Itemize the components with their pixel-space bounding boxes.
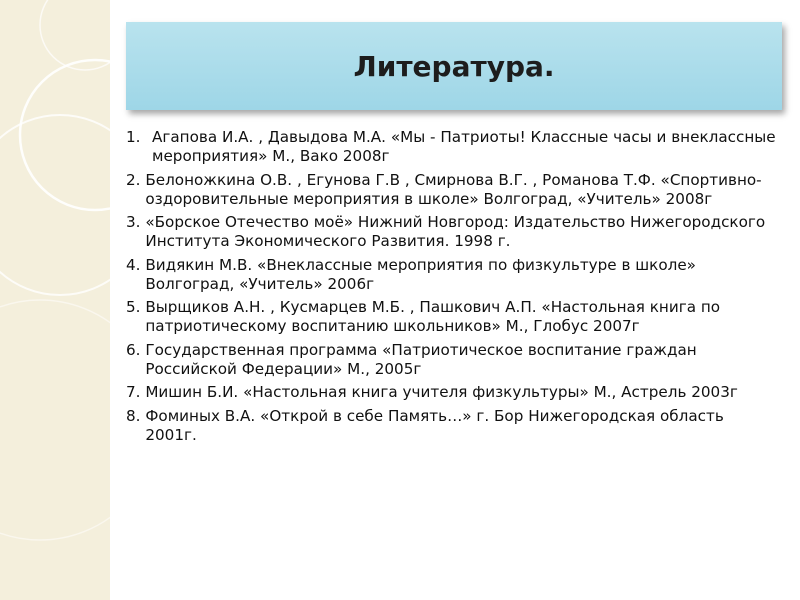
reference-item bbox=[126, 171, 776, 209]
reference-text: Белоножкина О.В. , Егунова Г.В , Смирнова В.Г. , Романова Т.Ф. «Спортивно-оздоровительные мероприятия в школе» Волгоград, «Учитель» 2008г bbox=[145, 170, 762, 208]
reference-item bbox=[126, 256, 776, 294]
reference-item bbox=[126, 407, 776, 445]
reference-number: 8. bbox=[126, 406, 141, 425]
reference-text: Агапова И.А. , Давыдова М.А. «Мы - Патриоты! Классные часы и внеклассные мероприятия» М., Вако 2008г bbox=[152, 128, 776, 165]
reference-item bbox=[126, 213, 776, 251]
decorative-circles bbox=[0, 0, 110, 600]
reference-number: 4. bbox=[126, 255, 141, 274]
reference-text: «Борское Отечество моё» Нижний Новгород: Издательство Нижегородского Института Экономического Развития. 1998 г. bbox=[145, 213, 766, 250]
reference-number: 6. bbox=[126, 340, 141, 359]
reference-item bbox=[126, 128, 776, 166]
reference-list bbox=[126, 128, 776, 449]
page-title: Литература. bbox=[353, 49, 555, 83]
reference-item bbox=[126, 341, 776, 379]
reference-number: 5. bbox=[126, 298, 141, 316]
reference-text: Государственная программа «Патриотическое воспитание граждан Российской Федерации» М., 2005г bbox=[145, 340, 697, 378]
reference-text: Фоминых В.А. «Открой в себе Память…» г. Бор Нижегородская область 2001г. bbox=[145, 406, 724, 444]
reference-number: 3. bbox=[126, 213, 141, 231]
reference-text: Видякин М.В. «Внеклассные мероприятия по физкультуре в школе» Волгоград, «Учитель» 2006г bbox=[145, 255, 696, 293]
reference-number: 7. bbox=[126, 383, 141, 401]
title-banner bbox=[126, 22, 782, 110]
reference-number: 1. bbox=[126, 128, 141, 146]
reference-text: Мишин Б.И. «Настольная книга учителя физкультуры» М., Астрель 2003г bbox=[145, 383, 738, 401]
reference-item bbox=[126, 383, 776, 402]
reference-text: Вырщиков А.Н. , Кусмарцев М.Б. , Пашкович А.П. «Настольная книга по патриотическому воспитанию школьников» М., Глобус 2007г bbox=[145, 298, 721, 335]
reference-number: 2. bbox=[126, 170, 141, 189]
reference-item bbox=[126, 298, 776, 336]
